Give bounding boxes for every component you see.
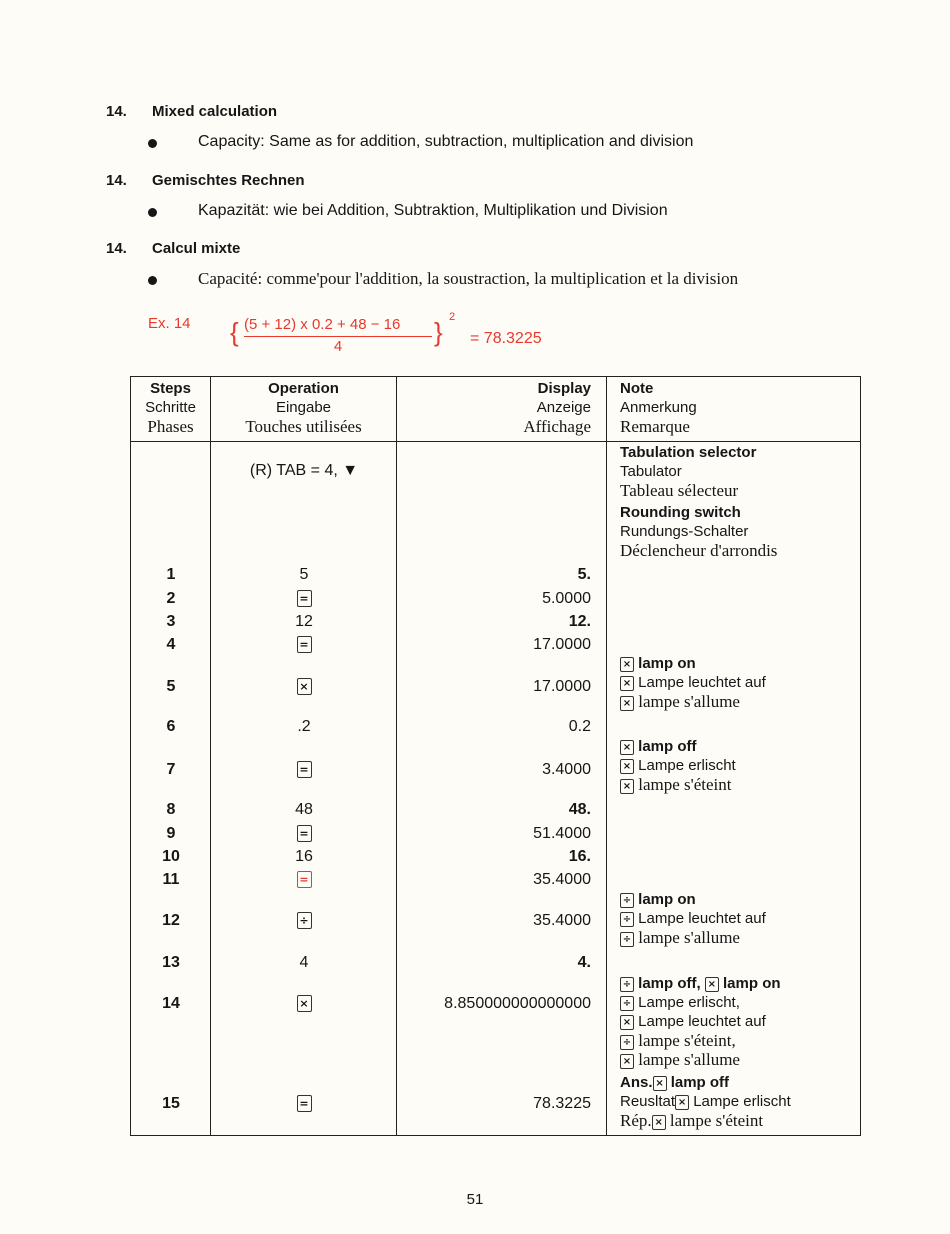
header-operation: Operation Eingabe Touches utilisées: [211, 377, 397, 442]
display-value: 0.2: [568, 718, 591, 735]
multiply-key: ×: [211, 678, 397, 696]
step-number: 7: [166, 761, 176, 778]
multiply-key-icon: ×: [620, 779, 634, 794]
display-value: 35.4000: [533, 871, 591, 888]
note-line: Rounding switch: [620, 504, 741, 521]
note-line: Reusltat × Lampe erlischt: [620, 1093, 791, 1110]
note-line: ÷ Lampe leuchtet auf: [620, 910, 766, 927]
note-line: Tabulation selector: [620, 444, 757, 461]
step-number: 8: [166, 801, 176, 818]
bullet-text: Kapazität: wie bei Addition, Subtraktion, Multiplikation und Division: [198, 202, 668, 219]
step-number: 12: [162, 912, 180, 929]
denominator: 4: [333, 338, 343, 355]
multiply-key-icon: ×: [620, 676, 634, 691]
step-number: 3: [166, 613, 176, 630]
step-number: 9: [166, 825, 176, 842]
op-value: 4: [299, 954, 309, 971]
numerator: (5 + 12) x 0.2 + 48 − 16: [244, 316, 401, 333]
multiply-key-icon: ×: [620, 696, 634, 711]
display-value: 5.: [577, 566, 591, 583]
page-number: 51: [466, 1191, 484, 1208]
note-line: × Lampe leuchtet auf: [620, 674, 766, 691]
note-line: × lampe s'éteint: [620, 775, 731, 795]
open-brace: {: [230, 317, 239, 347]
equals-key: =: [211, 871, 397, 889]
op-value: 48: [295, 801, 313, 818]
bullet-text: Capacité: comme'pour l'addition, la soustraction, la multiplication et la division: [198, 269, 739, 288]
divide-key-icon: ÷: [620, 893, 634, 908]
result: = 78.3225: [470, 330, 542, 347]
divide-key-icon: ÷: [620, 1035, 634, 1050]
multiply-key: ×: [211, 995, 397, 1013]
section-number: 14.: [106, 240, 127, 257]
display-value: 17.0000: [533, 678, 591, 695]
note-column: [607, 442, 861, 1136]
multiply-key-icon: ×: [620, 657, 634, 672]
step-number: 11: [162, 871, 180, 888]
note-line: Déclencheur d'arrondis: [620, 541, 778, 560]
equals-key: =: [211, 761, 397, 779]
step-number: 6: [166, 718, 176, 735]
table-body-row: [131, 442, 861, 1136]
close-brace: }: [434, 317, 443, 347]
operation-column: [211, 442, 397, 1136]
display-value: 4.: [577, 954, 591, 971]
display-value: 17.0000: [533, 636, 591, 653]
multiply-key-icon: ×: [620, 759, 634, 774]
note-line: × lampe s'allume: [620, 692, 740, 712]
note-line: ÷ lampe s'éteint,: [620, 1031, 736, 1051]
multiply-key-icon: ×: [620, 1054, 634, 1069]
note-line: × Lampe leuchtet auf: [620, 1013, 766, 1030]
note-line: Tabulator: [620, 463, 682, 480]
multiply-key-icon: ×: [620, 740, 634, 755]
equals-key: =: [211, 590, 397, 608]
equals-key: =: [211, 825, 397, 843]
step-number: 2: [166, 590, 176, 607]
display-value: 5.0000: [542, 590, 591, 607]
example-label: Ex. 14: [148, 315, 191, 332]
display-value: 78.3225: [533, 1095, 591, 1112]
step-number: 13: [162, 954, 180, 971]
step-number: 1: [166, 566, 176, 583]
multiply-key-icon: ×: [620, 1015, 634, 1030]
note-line: ÷ Lampe erlischt,: [620, 994, 740, 1011]
note-line: × lampe s'allume: [620, 1050, 740, 1070]
step-number: 14: [162, 995, 180, 1012]
note-line: × lamp on: [620, 655, 696, 672]
display-value: 48.: [568, 801, 591, 818]
divide-key-icon: ÷: [620, 996, 634, 1011]
step-number: 4: [166, 636, 176, 653]
step-number: 5: [166, 678, 176, 695]
note-line: Ans. × lamp off: [620, 1074, 730, 1091]
op-value: 5: [299, 566, 309, 583]
header-display: Display Anzeige Affichage: [397, 377, 607, 442]
equals-key: =: [211, 636, 397, 654]
setup-operation: (R) TAB = 4, ▼: [249, 462, 359, 479]
note-line: Tableau sélecteur: [620, 481, 739, 500]
display-column: [397, 442, 607, 1136]
note-line: ÷ lamp off, × lamp on: [620, 975, 781, 992]
bullet: [148, 276, 157, 285]
multiply-key-icon: ×: [675, 1095, 689, 1110]
display-value: 16.: [568, 848, 591, 865]
section-number: 14.: [106, 172, 127, 189]
divide-key: ÷: [211, 912, 397, 930]
section-heading: Calcul mixte: [152, 240, 241, 257]
multiply-key-icon: ×: [705, 977, 719, 992]
steps-table: [130, 376, 861, 1136]
op-value: 16: [295, 848, 313, 865]
note-line: × Lampe erlischt: [620, 757, 736, 774]
divide-key-icon: ÷: [620, 932, 634, 947]
display-value: 12.: [568, 613, 591, 630]
step-number: 15: [162, 1095, 180, 1112]
section-heading: Gemischtes Rechnen: [152, 172, 305, 189]
divide-key-icon: ÷: [620, 977, 634, 992]
bullet-text: Capacity: Same as for addition, subtraction, multiplication and division: [198, 133, 694, 150]
display-value: 8.850000000000000: [444, 995, 591, 1012]
fraction-bar: [244, 336, 432, 337]
step-number: 10: [162, 848, 180, 865]
multiply-key-icon: ×: [653, 1076, 667, 1091]
display-value: 35.4000: [533, 912, 591, 929]
note-line: ÷ lamp on: [620, 891, 696, 908]
note-line: × lamp off: [620, 738, 697, 755]
multiply-key-icon: ×: [652, 1115, 666, 1130]
exponent: 2: [449, 311, 456, 323]
equals-key: =: [211, 1095, 397, 1113]
op-value: 12: [295, 613, 313, 630]
bullet: [148, 208, 157, 217]
header-note: Note Anmerkung Remarque: [607, 377, 861, 442]
table-header-row: [131, 377, 861, 442]
display-value: 51.4000: [533, 825, 591, 842]
note-line: Rundungs-Schalter: [620, 523, 749, 540]
note-line: Rép. × lampe s'éteint: [620, 1111, 764, 1130]
op-value: .2: [297, 718, 311, 735]
section-heading: Mixed calculation: [152, 103, 278, 120]
section-number: 14.: [106, 103, 127, 120]
display-value: 3.4000: [542, 761, 591, 778]
steps-column: [131, 442, 211, 1136]
bullet: [148, 139, 157, 148]
divide-key-icon: ÷: [620, 912, 634, 927]
example-formula: [148, 312, 648, 362]
header-steps: Steps Schritte Phases: [131, 377, 211, 442]
note-line: ÷ lampe s'allume: [620, 928, 740, 948]
